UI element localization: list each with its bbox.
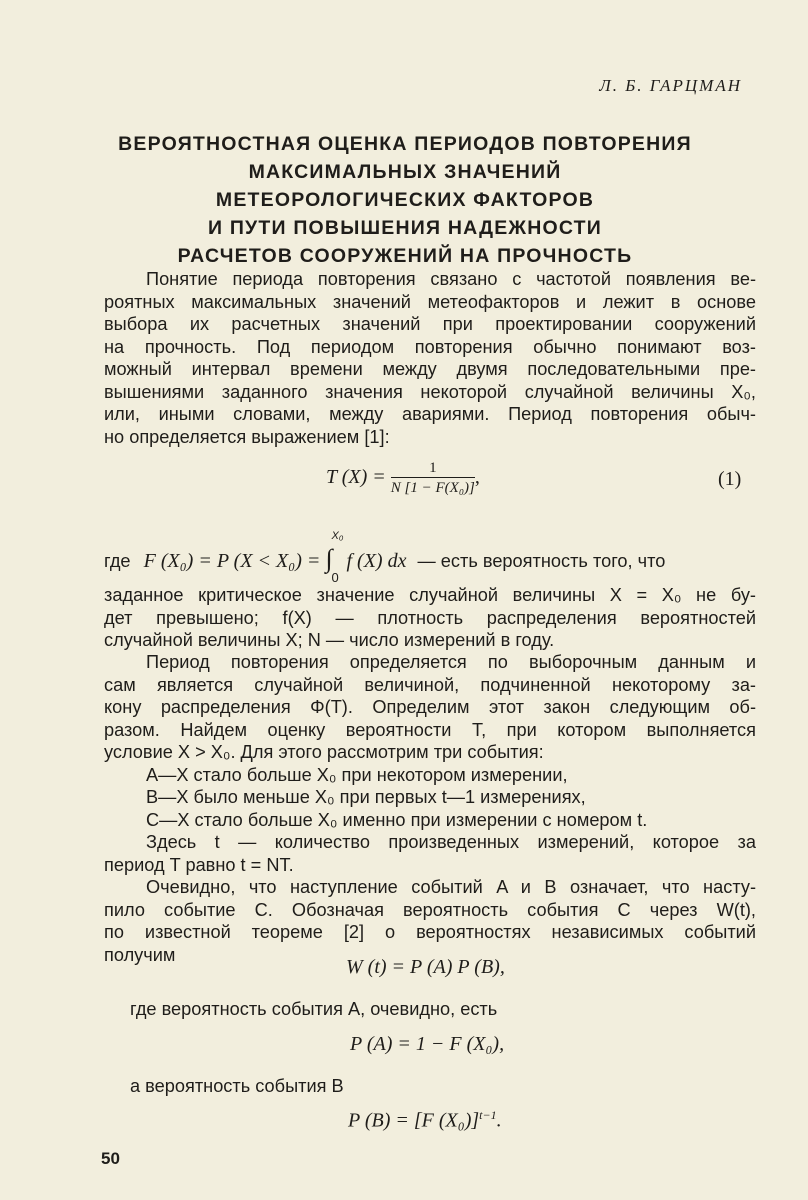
text-line: Здесь t — количество произведенных измерений, которое за [146,832,756,852]
text-line: Понятие периода повторения связано с частотой появления ве- [146,269,756,289]
paragraph-intro [104,268,756,448]
text-line: кону распределения Φ(T). Определим этот закон следующим об- [104,697,756,717]
text-line: роятных максимальных значений метеофакторов и лежит в основе [104,291,756,312]
equation-3: P (A) = 1 − F (X₀), [350,1033,505,1055]
text-line: или, иными словами, между авариями. Период повторения обыч- [104,404,756,424]
text-line: случайной величины X; N — число измерений в году. [104,630,555,650]
equation-1-lhs: T (X) = [326,466,386,489]
text-line: по известной теореме [2] о вероятностях независимых событий [104,922,756,942]
equation-1-denominator: N [1 − F(X₀)] [390,480,475,496]
equation-1-numerator: 1 [391,460,475,478]
equation-2: W (t) = P (A) P (B), [346,956,505,978]
where-suffix: — есть вероятность того, что [417,551,666,571]
integral-sign: ∫ [325,544,333,573]
text-line: заданное критическое значение случайной величины X = X₀ не бу- [104,585,756,605]
where-line [104,530,666,585]
title-line: ВЕРОЯТНОСТНАЯ ОЦЕНКА ПЕРИОДОВ ПОВТОРЕНИЯ [118,133,692,155]
text-line: получим [104,944,176,965]
equation-4-tail: . [496,1109,502,1132]
event-line: B—X было меньше X₀ при первых t—1 измерениях, [146,787,586,807]
title-line: РАСЧЕТОВ СООРУЖЕНИЙ НА ПРОЧНОСТЬ [177,245,633,267]
text-line: Очевидно, что наступление событий A и B означает, что насту- [146,877,756,897]
event-line: A—X стало больше X₀ при некотором измерении, [146,764,568,785]
text-line-prob-b: а вероятность события B [130,1076,344,1096]
text-line-prob-a: где вероятность события A, очевидно, есть [130,999,498,1019]
equation-1-fraction [391,460,475,497]
page-number: 50 [101,1149,120,1168]
integral-upper-limit: X₀ [331,530,344,542]
text-line: пило событие C. Обозначая вероятность события C через W(t), [104,899,756,920]
equation-1-tail: , [474,466,480,489]
text-line: разом. Найдем оценку вероятности T, при котором выполняется [104,719,756,740]
text-line: дет превышено; f(X) — плотность распределения вероятностей [104,607,756,628]
integral [325,530,344,585]
paragraph-distribution [104,651,756,966]
equation-1 [326,460,480,497]
article-title [60,130,750,270]
text-line: вышениями заданного значения некоторой случайной величины X₀, [104,381,756,402]
equation-1-number: (1) [718,468,742,490]
text-line: Период повторения определяется по выборочным данным и [146,652,756,672]
text-line: сам является случайной величиной, подчиненной некоторому за- [104,674,756,695]
equation-4 [348,1108,502,1133]
author-name: Л. Б. ГАРЦМАН [599,76,742,95]
text-line: на прочность. Под периодом повторения обычно понимают воз- [104,336,756,357]
paragraph-definition [104,584,756,652]
text-line: но определяется выражением [1]: [104,426,390,447]
where-formula: F (X₀) = P (X < X₀) = [143,550,321,572]
where-prefix: где [104,551,131,571]
title-line: И ПУТИ ПОВЫШЕНИЯ НАДЕЖНОСТИ [208,217,602,239]
event-line: C—X стало больше X₀ именно при измерении с номером t. [146,809,648,830]
equation-4-exponent: t−1 [479,1108,497,1122]
integral-lower-limit: 0 [331,570,339,585]
text-line: выбора их расчетных значений при проектировании сооружений [104,314,756,334]
text-line: можный интервал времени между двумя последовательными пре- [104,359,756,379]
equation-4-base: P (B) = [F (X₀)] [348,1109,480,1132]
title-line: МАКСИМАЛЬНЫХ ЗНАЧЕНИЙ [248,161,562,183]
title-line: МЕТЕОРОЛОГИЧЕСКИХ ФАКТОРОВ [215,189,595,211]
text-line: период T равно t = NT. [104,854,294,875]
text-line: условие X > X₀. Для этого рассмотрим три события: [104,742,544,762]
integrand: f (X) dx [346,550,407,572]
